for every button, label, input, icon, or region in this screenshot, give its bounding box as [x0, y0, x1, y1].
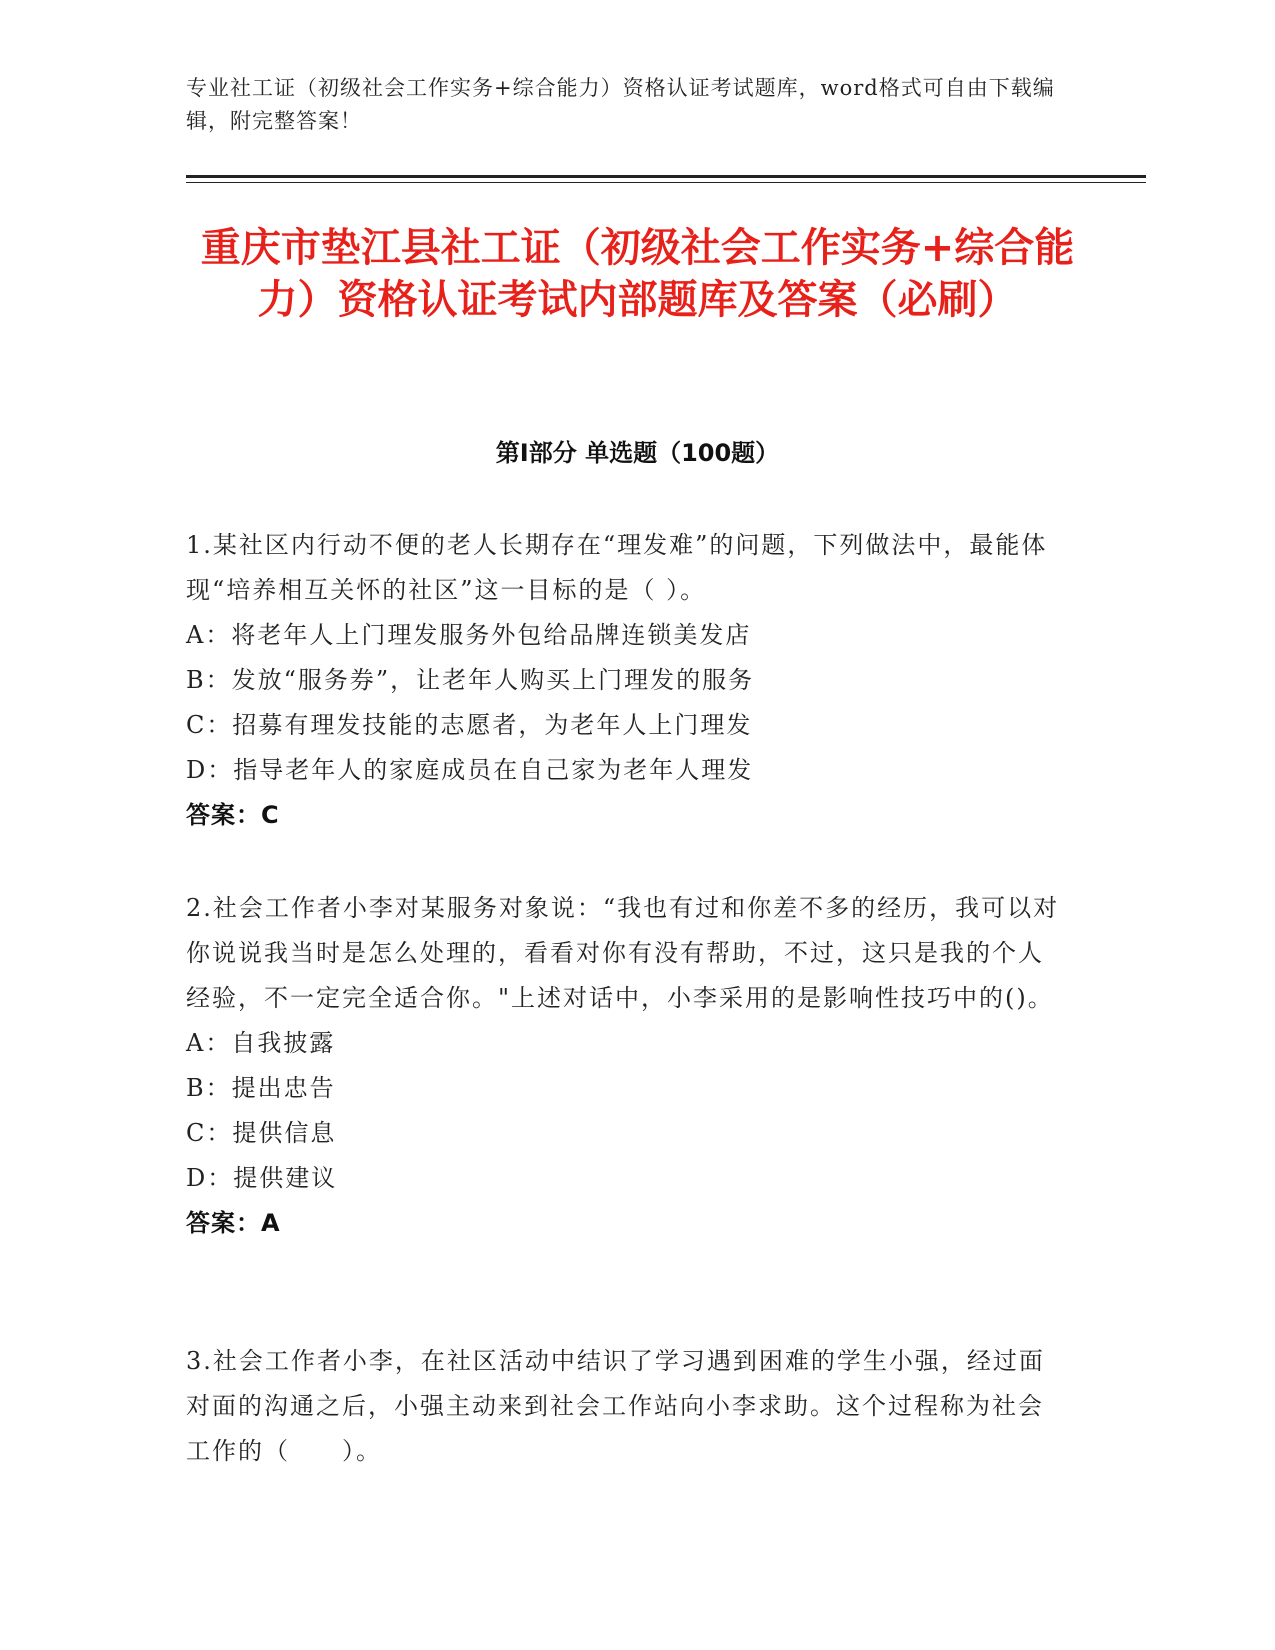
header-divider-thin [186, 182, 1146, 183]
question-stem: 2.社会工作者小李对某服务对象说：“我也有过和你差不多的经历，我可以对你说说我当时是怎么处理的，看看对你有没有帮助，不过，这只是我的个人经验，不一定完全适合你。"上述对话中，小李采用的是影响性技巧中的()。 [186, 894, 1060, 1012]
option-c: C：招募有理发技能的志愿者，为老年人上门理发 [186, 711, 753, 739]
option-b: B：提出忠告 [186, 1074, 336, 1102]
question-3 [186, 1339, 1066, 1474]
question-1 [186, 523, 1066, 838]
answer: 答案：C [186, 801, 280, 829]
option-d: D：指导老年人的家庭成员在自己家为老年人理发 [186, 756, 754, 784]
answer: 答案：A [186, 1209, 281, 1237]
question-stem: 1.某社区内行动不便的老人长期存在“理发难”的问题，下列做法中，最能体现“培养相互关怀的社区”这一目标的是（ ）。 [186, 531, 1048, 604]
section-title: 第I部分 单选题（100题） [495, 439, 780, 467]
question-2 [186, 886, 1066, 1246]
question-stem: 3.社会工作者小李，在社区活动中结识了学习遇到困难的学生小强，经过面对面的沟通之后，小强主动来到社会工作站向小李求助。这个过程称为社会工作的（ ）。 [186, 1347, 1045, 1465]
option-d: D：提供建议 [186, 1164, 338, 1192]
option-a: A：将老年人上门理发服务外包给品牌连锁美发店 [186, 621, 752, 649]
document-title: 重庆市垫江县社工证（初级社会工作实务+综合能力）资格认证考试内部题库及答案（必刷） [200, 225, 1075, 323]
option-c: C：提供信息 [186, 1119, 337, 1147]
header-divider [186, 175, 1146, 178]
header-note: 专业社工证（初级社会工作实务+综合能力）资格认证考试题库，word格式可自由下载编辑，附完整答案！ [186, 76, 1055, 133]
option-b: B：发放“服务券”，让老年人购买上门理发的服务 [186, 666, 755, 694]
option-a: A：自我披露 [186, 1029, 336, 1057]
